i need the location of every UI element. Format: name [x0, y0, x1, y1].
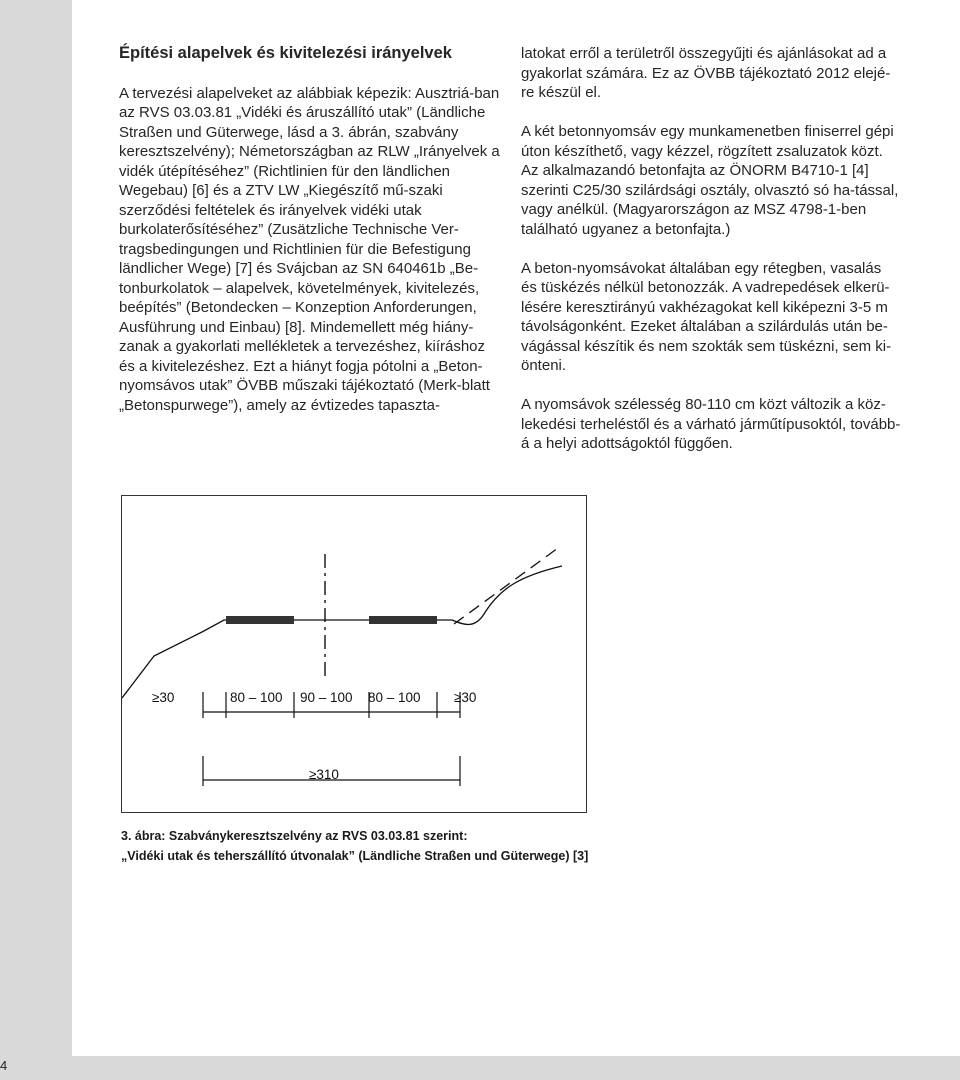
concrete-track-left: [226, 616, 294, 624]
right-paragraph-4: A nyomsávok szélesség 80-110 cm közt változik a köz-lekedési terheléstől és a várható járműtípusoktól, tovább-á a helyi adottságoktól függően.: [521, 396, 901, 452]
figure-caption: [121, 826, 721, 866]
dimension-label: 80 – 100: [230, 690, 283, 705]
ditch-line: [454, 548, 558, 624]
page-number: 4: [0, 1058, 8, 1073]
dimension-label: ≥30: [454, 690, 477, 705]
left-column: [119, 44, 504, 415]
road-profile-left: [122, 620, 452, 698]
caption-line-2: „Vidéki utak és teherszállító útvonalak” (Ländliche Straßen und Güterwege) [3]: [121, 849, 589, 863]
dimension-label: ≥30: [152, 690, 175, 705]
right-paragraph-1: latokat erről a területről összegyűjti és ajánlásokat ad a gyakorlat számára. Ez az ÖVBB tájékoztató 2012 elejé-re készül el.: [521, 45, 891, 101]
caption-line-1: 3. ábra: Szabványkeresztszelvény az RVS 03.03.81 szerint:: [121, 829, 468, 843]
cross-section-figure: [121, 495, 587, 813]
cross-section-drawing: [122, 496, 588, 814]
right-paragraph-3: A beton-nyomsávokat általában egy rétegben, vasalás és tüskézés nélkül betonozzák. A vadrepedések elkerü-lésére keresztirányú vakhézagokat kell kiképezni 3-5 m távolságonként. Ezeket általában a szilárdulás után be-vágással készítik és nem szokták sem tüskézni, sem ki-önteni.: [521, 259, 892, 374]
left-paragraph: A tervezési alapelveket az alábbiak képezik: Ausztriá-ban az RVS 03.03.81 „Vidéki és áruszállító utak” (Ländliche Straßen und Güterwege, lásd a 3. ábrán, szabvány keresztszelvény); Németországban az RLW „Irányelvek a vidék útépítéséhez” (Richtlinien für den ländlichen Wegebau) [6] és a ZTV LW „Kiegészítő mű-szaki szerződési feltételek és irányelvek vidéki utak burkolaterősítéséhez” (Zusätzliche Technische Ver-tragsbedingungen und Richtlinien für die Befestigung ländlicher Wege) [7] és Svájcban az SN 640461b „Be-tonburkolatok – alapelvek, követelmények, kivitelezés, beépítés” (Betondecken – Konzeption Anforderungen, Ausführung und Einbau) [8]. Mindemellett még hiány-zanak a gyakorlati mellékletek a tervezéshez, kiíráshoz és a kivitelezéshez. Ezt a hiányt fogja pótolni a „Beton-nyomsávos utak” ÖVBB műszaki tájékoztató (Merk-blatt „Betonspurwege”), amely az évtizedes tapaszta-: [119, 84, 500, 414]
section-heading: Építési alapelvek és kivitelezési irányelvek: [119, 44, 452, 62]
concrete-track-right: [369, 616, 437, 624]
dimension-label: 90 – 100: [300, 690, 353, 705]
right-paragraph-2: A két betonnyomsáv egy munkamenetben finiserrel gépi úton készíthető, vagy kézzel, rögzített zsaluzatok közt. Az alkalmazandó betonfajta az ÖNORM B4710-1 [4] szerinti C25/30 szilárdsági osztály, olvasztó só ha-tással, vagy anélkül. (Magyarországon az MSZ 4798-1-ben található ugyanez a betonfajta.): [521, 123, 899, 238]
right-column: [521, 44, 901, 454]
total-width-label: ≥310: [309, 767, 339, 782]
road-profile-right: [452, 566, 562, 625]
dimension-label: 80 – 100: [368, 690, 421, 705]
